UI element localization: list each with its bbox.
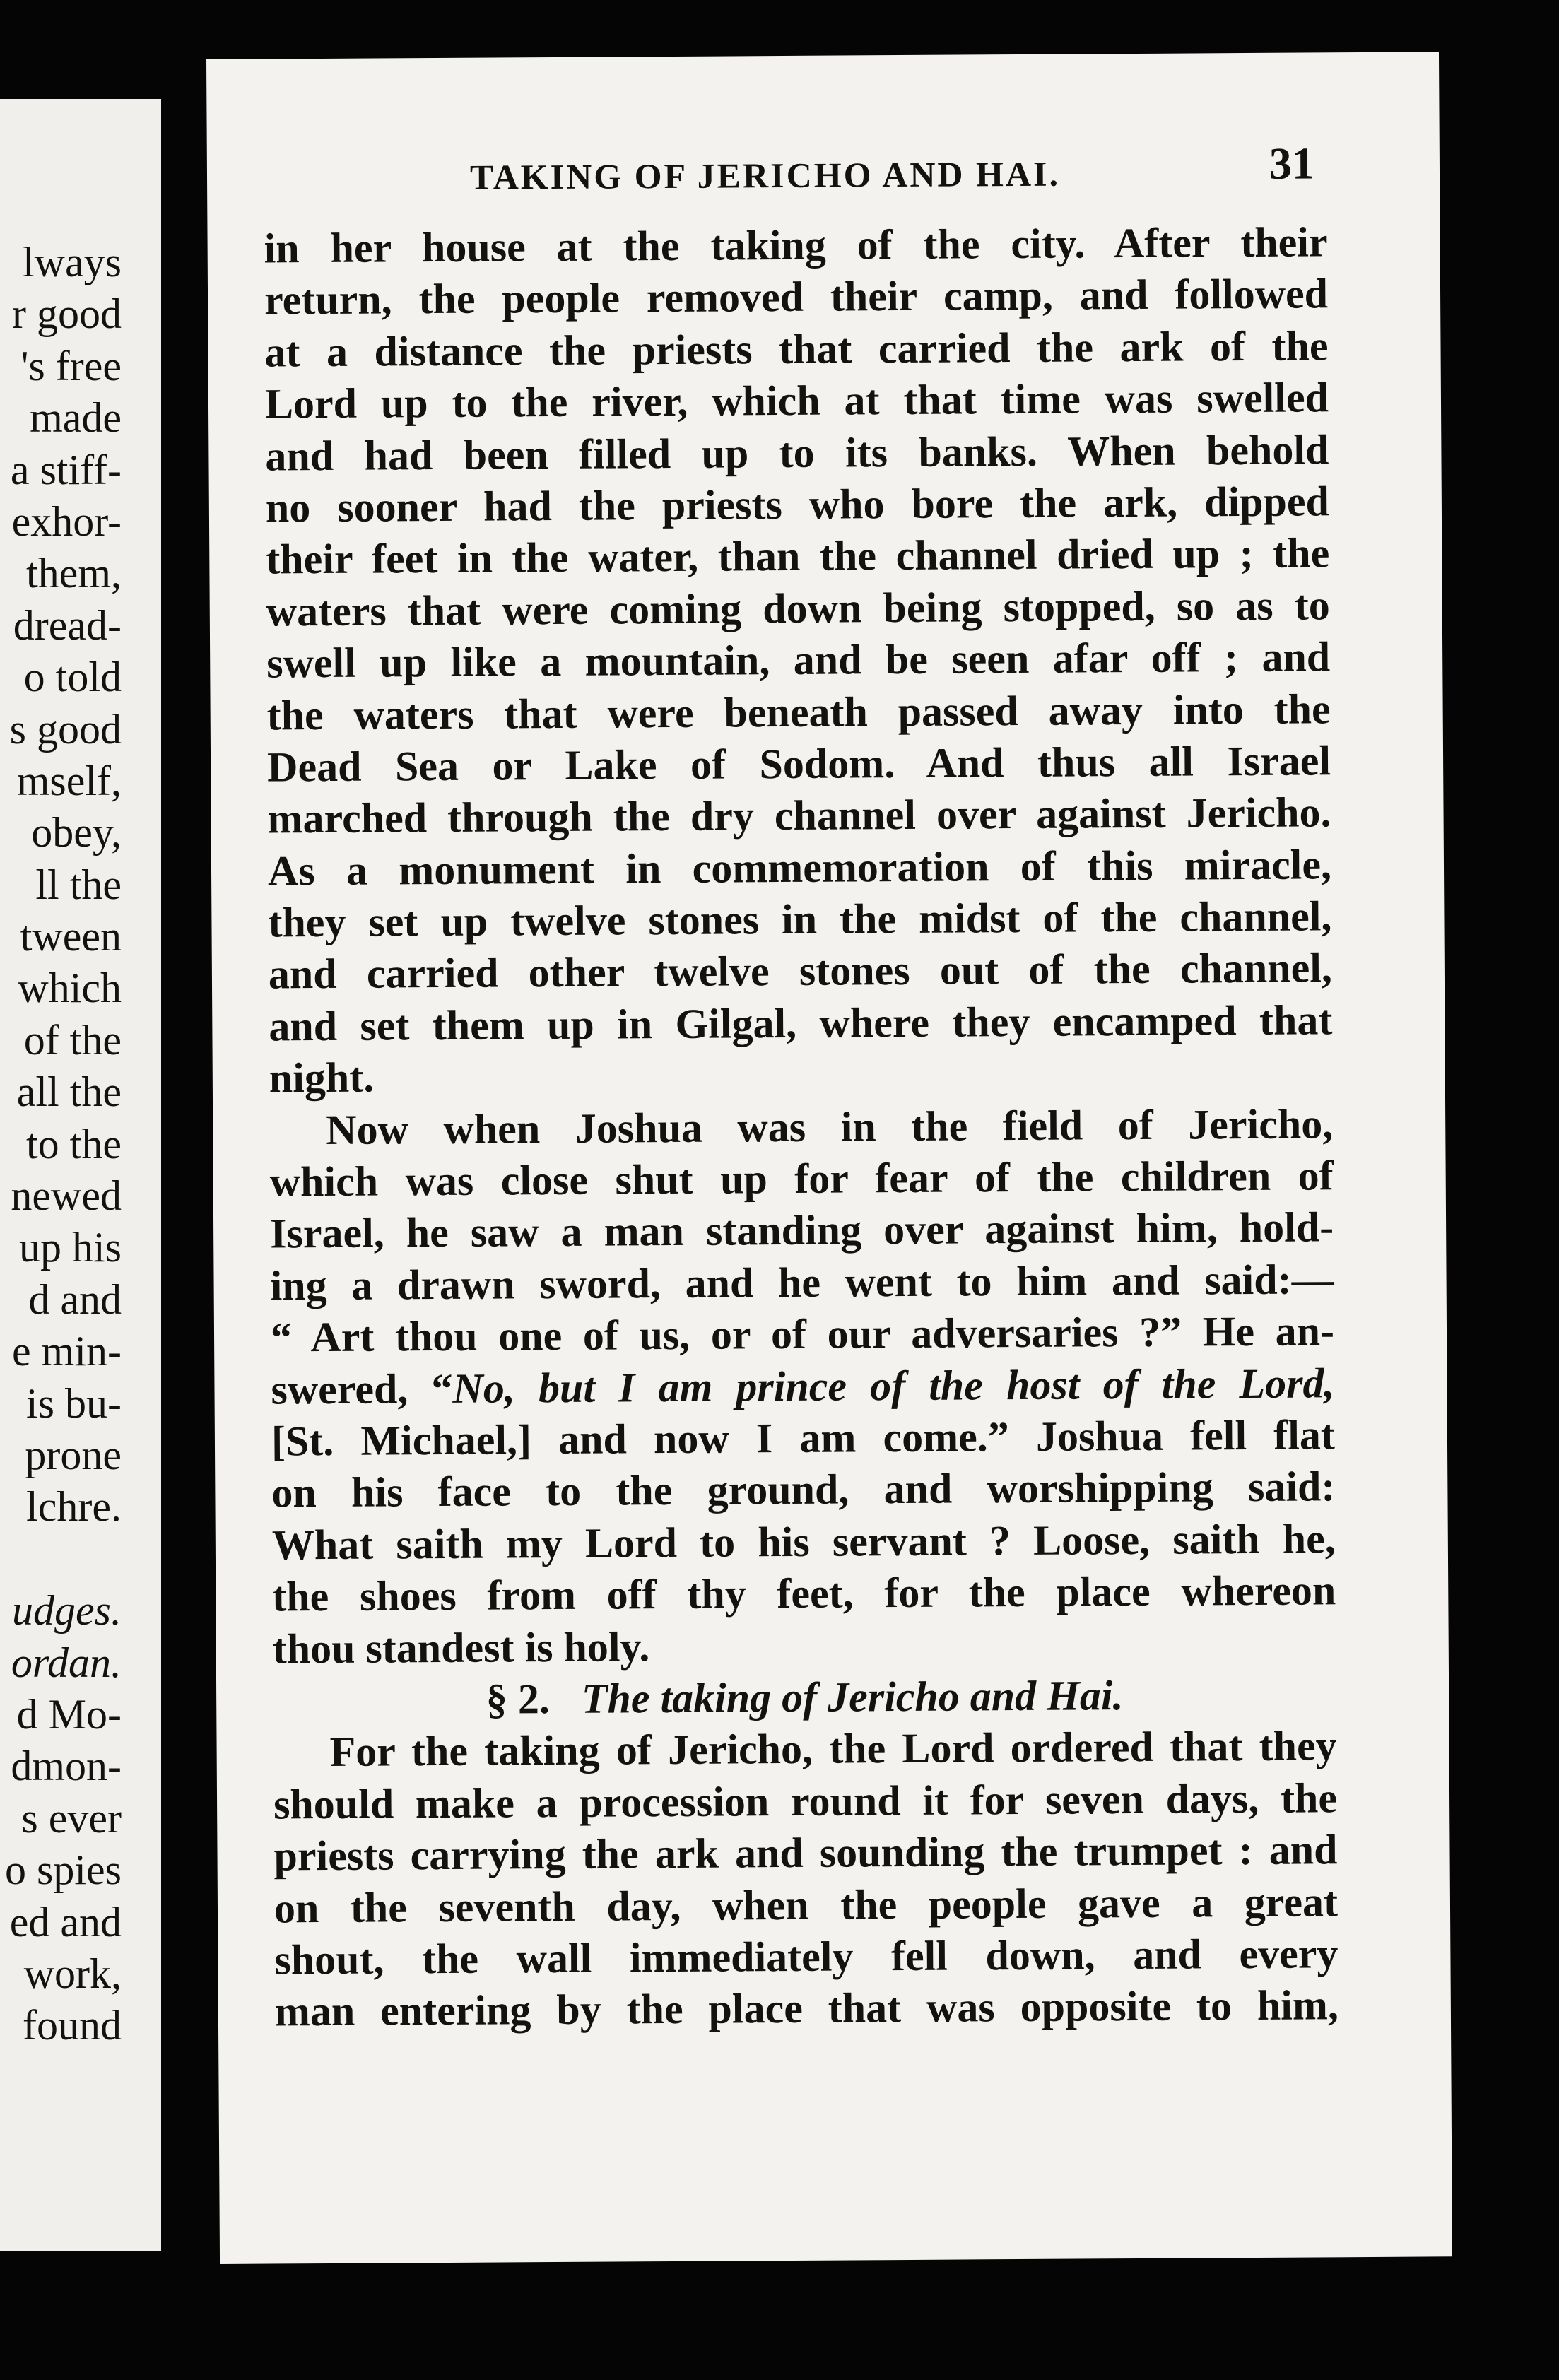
fragment-line: o spies <box>5 1846 122 1894</box>
text-line <box>271 1357 1334 1416</box>
fragment-line: exhor- <box>11 497 122 545</box>
fragment-line: s good <box>9 705 122 753</box>
text-line: priests carrying the ark and sounding the trumpet : and <box>273 1826 1338 1880</box>
text-line: thou standest is holy. <box>272 1622 650 1673</box>
fragment-line: prone <box>25 1431 122 1478</box>
fragment-line: a stiff- <box>10 446 122 493</box>
text-line: the shoes from off thy feet, for the place whereon <box>272 1567 1336 1620</box>
fragment-line: s ever <box>21 1794 122 1842</box>
fragment-line: lways <box>23 239 122 285</box>
text-line: Lord up to the river, which at that time was swelled <box>264 374 1329 428</box>
fragment-line: made <box>30 394 122 442</box>
page-number: 31 <box>1269 138 1315 189</box>
blank-line <box>0 1533 122 1585</box>
fragment-line: lchre. <box>26 1483 122 1531</box>
fragment-line: udges. <box>12 1587 122 1634</box>
text-line: Now when Joshua was in the field of Jericho, <box>326 1100 1334 1153</box>
italic-quote: No, but I am prince of the host of the Lord, <box>452 1359 1335 1412</box>
text-line: shout, the wall immediately fell down, and every <box>274 1930 1339 1984</box>
text-line: return, the people removed their camp, and followed <box>264 270 1329 324</box>
fragment-line: ordan. <box>11 1639 122 1686</box>
text-line: on the seventh day, when the people gave a great <box>273 1878 1339 1931</box>
fragment-line: dread- <box>13 601 122 649</box>
text-line: “ Art thou one of us, or of our adversaries ?” He an- <box>270 1307 1335 1361</box>
text-line: waters that were coming down being stopped, so as to <box>266 582 1330 635</box>
fragment-line: e min- <box>12 1328 122 1375</box>
fragment-line: dmon- <box>11 1743 122 1790</box>
text-line: For the taking of Jericho, the Lord ordered that they <box>329 1722 1337 1776</box>
text-line: man entering by the place that was opposite to him, <box>274 1981 1339 2035</box>
text-line: the waters that were beneath passed away into the <box>266 685 1331 739</box>
text-line: no sooner had the priests who bore the ark, dipped <box>265 478 1330 531</box>
running-head: TAKING OF JERICHO AND HAI. <box>469 153 1061 197</box>
text-line: which was close shut up for fear of the children of <box>269 1152 1334 1206</box>
fragment-line: r good <box>12 290 122 338</box>
fragment-line: ll the <box>35 861 122 908</box>
text-line: [St. Michael,] and now I am come.” Joshua fell flat <box>271 1411 1336 1465</box>
section-heading <box>273 1668 1336 1727</box>
section-number: § 2. <box>486 1675 551 1723</box>
text-line: in her house at the taking of the city. After their <box>264 218 1328 272</box>
text-line: swell up like a mountain, and be seen afar off ; and <box>266 633 1331 687</box>
paragraph-3 <box>273 1721 1339 2039</box>
text-line: on his face to the ground, and worshipping said: <box>271 1463 1336 1516</box>
fragment-line: newed <box>11 1172 122 1220</box>
text-line: Israel, he saw a man standing over against him, hold- <box>269 1203 1334 1257</box>
text-line: night. <box>269 1054 375 1102</box>
fragment-line: all the <box>16 1068 122 1116</box>
text-line: As a monument in commemoration of this miracle, <box>267 840 1332 895</box>
fragment-line: found <box>23 2002 122 2049</box>
fragment-line: them, <box>26 550 122 597</box>
text-line: and set them up in Gilgal, where they encamped that <box>269 996 1333 1050</box>
text-line: ing a drawn sword, and he went to him and said:— <box>270 1256 1334 1309</box>
fragment-line: ed and <box>9 1898 122 1945</box>
fragment-line: of the <box>23 1016 122 1064</box>
text-line: they set up twelve stones in the midst of the channel, <box>268 892 1332 946</box>
page-body <box>264 216 1339 2038</box>
fragment-line: 's free <box>20 342 122 389</box>
text-line: and carried other twelve stones out of the channel, <box>268 944 1333 998</box>
fragment-line: is bu- <box>26 1379 122 1427</box>
section-title: The taking of Jericho and Hai. <box>581 1672 1124 1722</box>
fragment-line: work, <box>23 1950 122 1997</box>
fragment-line: tween <box>20 913 122 960</box>
text-line: What saith my Lord to his servant ? Loose, saith he, <box>271 1515 1336 1569</box>
fragment-line: up his <box>18 1224 122 1271</box>
fragment-line: d Mo- <box>16 1690 122 1738</box>
previous-page-fragment <box>0 99 161 2251</box>
quote-open: swered, “ <box>271 1365 453 1413</box>
text-line: Dead Sea or Lake of Sodom. And thus all Israel <box>266 737 1331 791</box>
fragment-line: o told <box>23 654 122 701</box>
text-line: their feet in the water, than the channel dried up ; the <box>266 529 1330 583</box>
text-line: should make a procession round it for seven days, the <box>273 1774 1338 1828</box>
fragment-line: d and <box>28 1276 122 1323</box>
paragraph-2 <box>269 1098 1336 1675</box>
fragment-line: obey, <box>31 809 122 856</box>
fragment-line: mself, <box>16 757 122 804</box>
fragment-line: to the <box>26 1120 122 1167</box>
previous-page-text <box>0 237 122 2052</box>
fragment-line: which <box>18 965 122 1012</box>
text-line: at a distance the priests that carried the ark of the <box>264 322 1329 376</box>
text-line: marched through the dry channel over against Jericho. <box>267 789 1331 842</box>
book-page <box>206 52 1452 2264</box>
text-line: and had been filled up to its banks. When behold <box>265 425 1329 480</box>
paragraph-1 <box>264 216 1333 1104</box>
